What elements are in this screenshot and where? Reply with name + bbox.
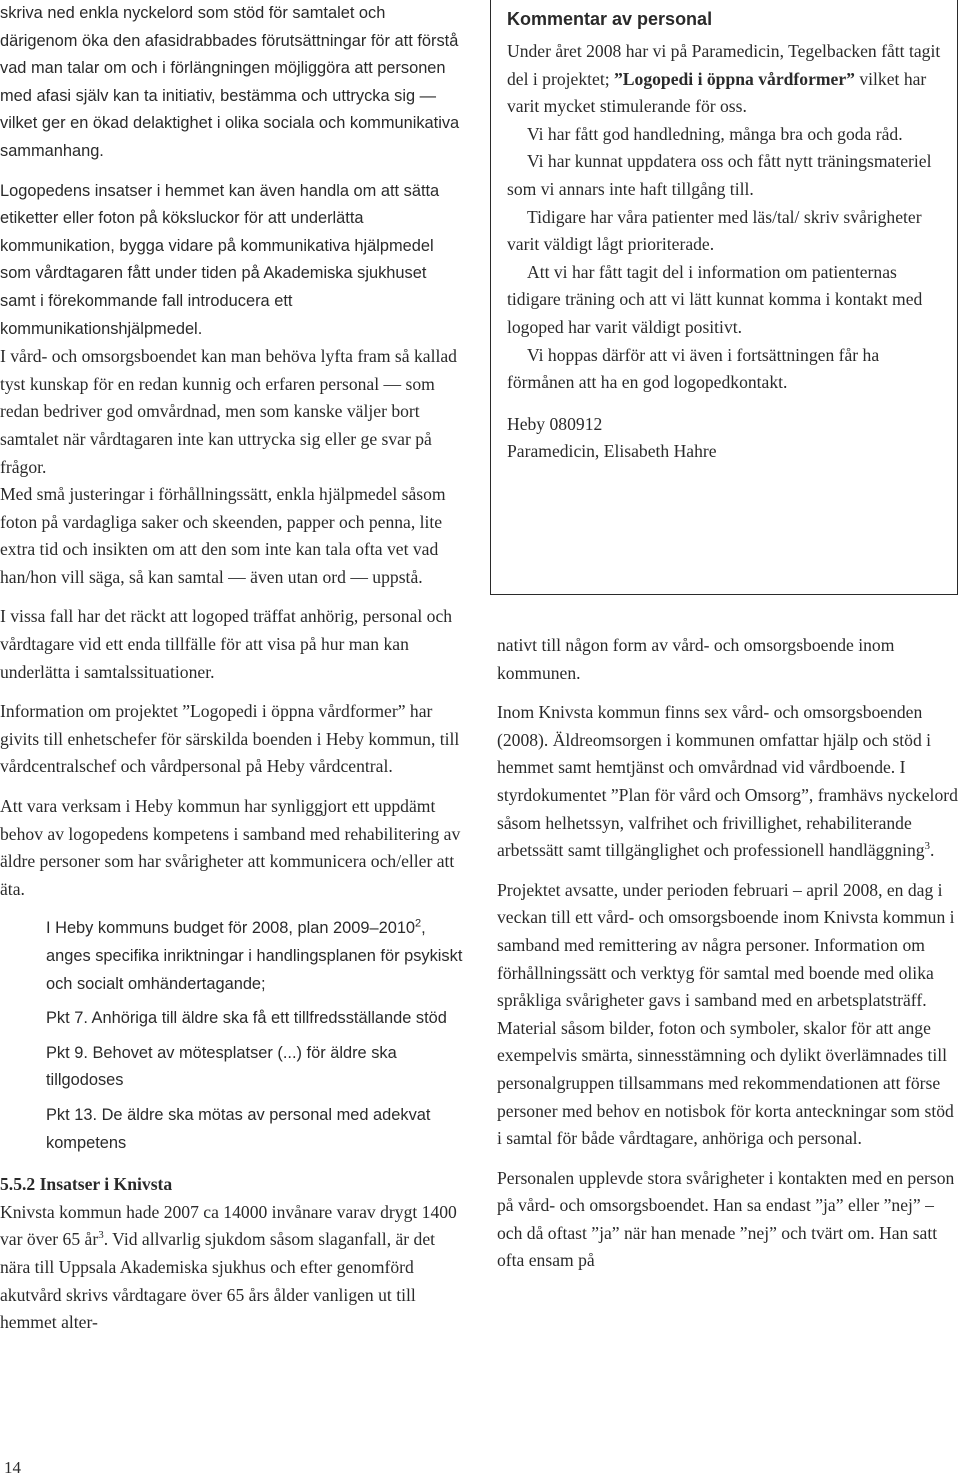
right-column	[497, 632, 960, 1275]
comment-paragraph-1: Under året 2008 har vi på Paramedicin, Tegelbacken fått tagit del i projektet; ”Logopedi i öppna vårdformer” vilket har varit mycket stimulerande för oss.	[507, 41, 941, 117]
quote-intro: I Heby kommuns budget för 2008, plan 2009–2010$^2$, anges specifika inriktningar i handlingsplanen för psykiskt och socialt omhändertagande;	[46, 917, 463, 993]
paragraph-logoped-insatser: Logopedens insatser i hemmet kan även handla om att sätta etiketter eller foton på köksluckor för att underlätta kommunikation, bygga vidare på kommunikativa hjälpmedel som vårdtagaren fått under tiden på Akademiska sjukhuset samt i förekommande fall introducera ett kommunikationshjälpmedel.	[0, 181, 440, 338]
budget-quote	[46, 915, 464, 1157]
paragraph-projektet: Projektet avsatte, under perioden februari – april 2008, en dag i veckan till ett vård- och omsorgsboende inom Knivsta kommun i samband med remittering av några personer. Information om förhållningssätt och verktyg för samtal med boende med olika språkliga svårigheter gavs i samband med en arbetsplatsträff. Material såsom bilder, foton och symboler, skalor för att ange exempelvis smärta, sinnesstämning och dylikt överlämnades till personalgruppen tillsammans med rekommendationen att förse personer med behov en notisbok för korta anteckningar som stöd i samtal för både vårdtagare, anhöriga och personal.	[497, 879, 955, 1149]
section-heading: 5.5.2 Insatser i Knivsta	[0, 1174, 173, 1195]
quote-pkt9: Pkt 9. Behovet av mötesplatser (...) för äldre ska tillgodoses	[46, 1043, 397, 1090]
paragraph-knivsta: Knivsta kommun hade 2007 ca 14000 invånare varav drygt 1400 var över 65 $år^3$. Vid allvarlig sjukdom såsom slaganfall, är det nära till Uppsala Akademiska sjukhus och efter genomförd akutvård skrivs vårdtagare över 65 års ålder vanligen ut till hemmet alter-	[0, 1201, 457, 1333]
page-number: 14	[4, 1458, 21, 1477]
comment-paragraph-6: Vi hoppas därför att vi även i fortsättningen får ha förmånen att ha en god logopedkontakt.	[507, 344, 880, 393]
intro-paragraph: skriva ned enkla nyckelord som stöd för samtalet och därigenom öka den afasidrabbades förutsättningar för att förstå vad man talar om och i förlängningen möjliggöra att personen med afasi själv kan ta initiativ, bestämma och uttrycka sig — vilket ger en ökad delaktighet i olika sociala och kommunikativa sammanhang.	[0, 4, 460, 160]
quote-pkt13: Pkt 13. De äldre ska mötas av personal med adekvat kompetens	[46, 1105, 431, 1152]
comment-heading: Kommentar av personal	[507, 9, 713, 29]
paragraph-information-projekt: Information om projektet ”Logopedi i öppna vårdformer” har givits till enhetschefer för särskilda boenden i Heby kommun, till vårdcentralschef och vårdpersonal på Heby vårdcentral.	[0, 701, 460, 777]
paragraph-vard-omsorg: I vård- och omsorgsboendet kan man behöva lyfta fram så kallad tyst kunskap för en redan kunnig och erfaren personal — som redan bedriver god omvårdnad, men som kanske väljer bort samtalet när vårdtagaren inte kan uttrycka sig eller ge svar på frågor.	[0, 346, 457, 477]
paragraph-vissa-fall: I vissa fall har det räckt att logoped träffat anhörig, personal och vårdtagare vid ett enda tillfälle för att visa på hur man kan underlätta i samtalssituationer.	[0, 606, 453, 682]
comment-signature-place: Heby 080912	[507, 413, 603, 434]
quote-pkt7: Pkt 7. Anhöriga till äldre ska få ett tillfredsställande stöd	[46, 1009, 447, 1028]
comment-paragraph-2: Vi har fått god handledning, många bra och goda råd.	[527, 123, 903, 144]
paragraph-nativt: nativt till någon form av vård- och omsorgsboende inom kommunen.	[497, 635, 895, 683]
comment-paragraph-5: Att vi har fått tagit del i information om patienternas tidigare träning och att vi lätt kunnat komma i kontakt med logoped har varit väldigt positivt.	[507, 261, 923, 337]
paragraph-personalen: Personalen upplevde stora svårigheter i kontakten med en person på vård- och omsorgsboendet. Han sa endast ”ja” eller ”nej” – och då oftast ”ja” när han menade ”nej” och tvärt om. Han satt ofta ensam på	[497, 1167, 955, 1271]
left-column	[0, 0, 464, 1337]
comment-signature-name: Paramedicin, Elisabeth Hahre	[507, 441, 717, 462]
staff-comment-box	[490, 0, 958, 595]
comment-paragraph-3: Vi har kunnat uppdatera oss och fått nytt träningsmateriel som vi annars inte haft tillgång till.	[507, 151, 932, 199]
paragraph-heby-behov: Att vara verksam i Heby kommun har synliggjort ett uppdämt behov av logopedens kompetens i samband med rehabilitering av äldre personer som har svårigheter att kommunicera och/eller att äta.	[0, 796, 461, 899]
paragraph-sma-justeringar: Med små justeringar i förhållningssätt, enkla hjälpmedel såsom foton på vardagliga saker och skeenden, papper och penna, lite extra tid och insikten om att den som inte kan tala ofta vet vad han/hon vill säga, så kan samtal — även utan ord — uppstå.	[0, 484, 446, 587]
paragraph-inom-knivsta: Inom Knivsta kommun finns sex vård- och omsorgsboenden (2008). Äldreomsorgen i kommunen omfattar hjälp och stöd i hemmet samt hemtjänst och omvårdnad vid vårdboende. I styrdokumentet ”Plan för vård och Omsorg”, framhävs nyckelord såsom helhetssyn, valfrihet och frivillighet, rehabiliterande arbetssätt samt tillgänglighet och professionell handläggning$^3$.	[497, 702, 958, 861]
comment-paragraph-4: Tidigare har våra patienter med läs/tal/ skriv svårigheter varit väldigt lågt prioriterade.	[507, 206, 922, 255]
